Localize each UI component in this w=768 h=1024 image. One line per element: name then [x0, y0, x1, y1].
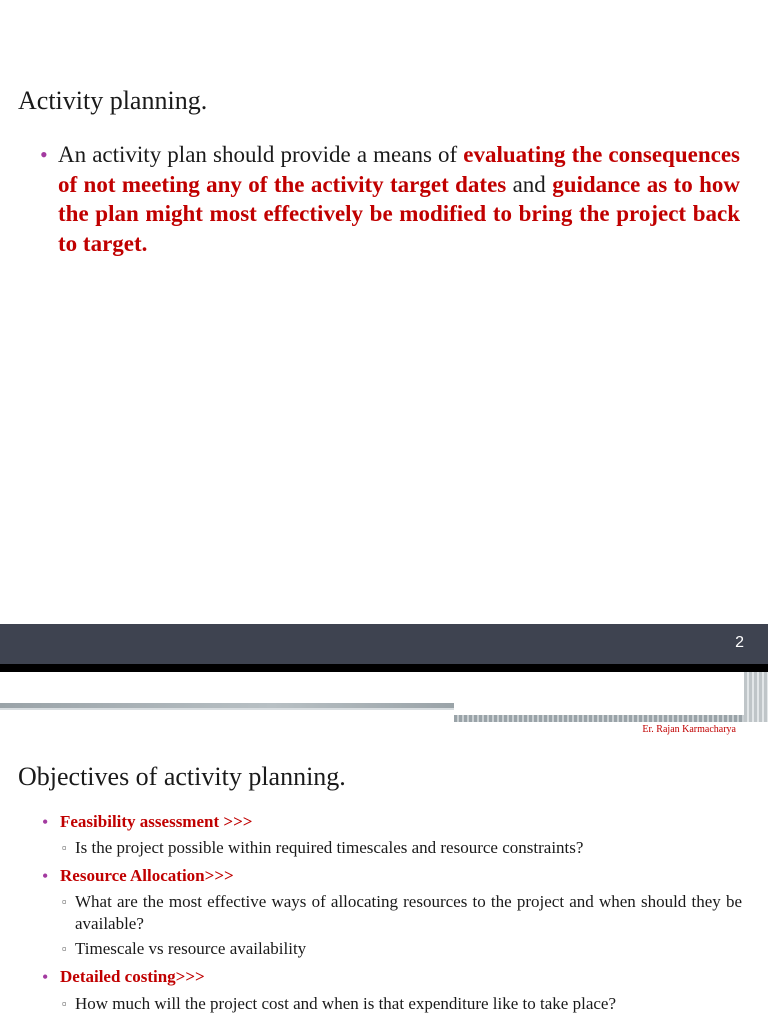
bullet-dot-icon: •: [42, 812, 49, 832]
objective-item: [42, 812, 742, 833]
slide-footer-bar: [0, 624, 768, 664]
bullet-text-plain: and: [506, 171, 553, 197]
bullet-text: [58, 140, 740, 258]
bullet-dot-icon: •: [42, 967, 49, 987]
bullet-text-highlight: guidance as to how the plan might most effectively be modified to bring the project back to target.: [58, 171, 740, 256]
bullet-text-highlight: evaluating the consequences of not meeting any of the activity target dates: [58, 142, 740, 197]
sub-bullet: [62, 891, 742, 935]
sub-bullet: [62, 993, 742, 1015]
bullet-text-plain: An activity plan should provide a means of: [58, 142, 464, 167]
decorative-corner: [744, 672, 768, 722]
author-label: Er. Rajan Karmacharya: [642, 724, 736, 735]
bullet-item: [40, 140, 740, 258]
square-bullet-icon: ▫: [62, 941, 67, 956]
sub-bullet-text: Is the project possible within required timescales and resource constraints?: [75, 838, 584, 857]
square-bullet-icon: ▫: [62, 996, 67, 1011]
page-number: 2: [735, 634, 744, 651]
sub-bullet-text: How much will the project cost and when is that expenditure like to take place?: [75, 994, 616, 1013]
sub-bullet-text: Timescale vs resource availability: [75, 939, 307, 958]
sub-bullet-text: What are the most effective ways of allocating resources to the project and when should they be available?: [75, 892, 742, 933]
objective-heading: Resource Allocation>>>: [60, 866, 234, 885]
slide-title: Objectives of activity planning.: [18, 762, 346, 791]
objective-item: [42, 967, 742, 988]
sub-bullet: [62, 938, 742, 960]
slide-title: Activity planning.: [18, 86, 208, 115]
square-bullet-icon: ▫: [62, 894, 67, 909]
decorative-stripe: [0, 708, 454, 710]
bullet-dot-icon: •: [40, 142, 48, 167]
objective-heading: Feasibility assessment >>>: [60, 812, 253, 831]
objective-item: [42, 866, 742, 887]
sub-bullet: [62, 837, 742, 859]
decorative-stripe: [454, 715, 768, 722]
slide-objectives: [0, 672, 768, 1024]
bullet-dot-icon: •: [42, 866, 49, 886]
square-bullet-icon: ▫: [62, 840, 67, 855]
objective-heading: Detailed costing>>>: [60, 967, 205, 986]
slide-divider: [0, 664, 768, 672]
